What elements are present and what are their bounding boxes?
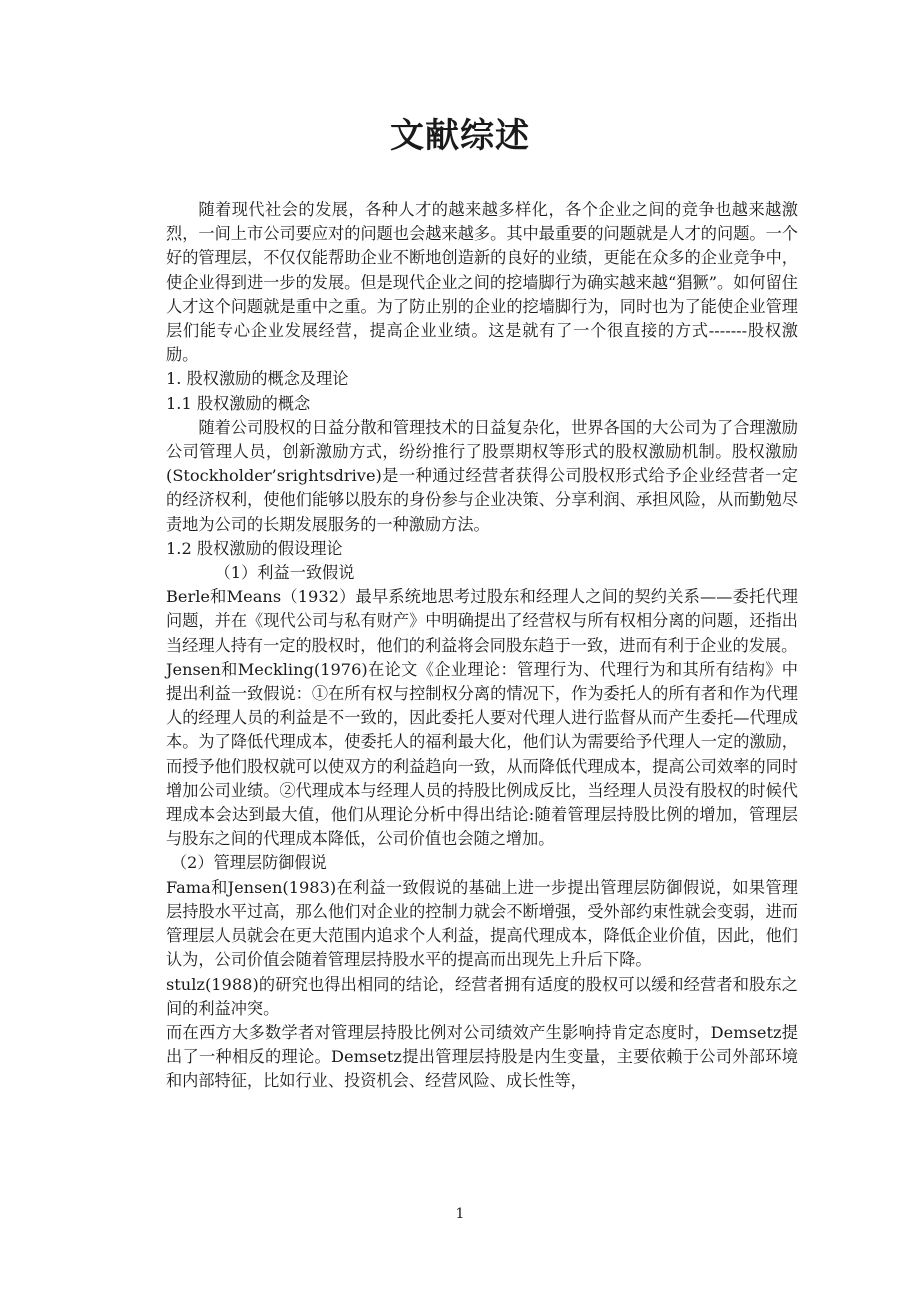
demsetz-paragraph: 而在西方大多数学者对管理层持股比例对公司绩效产生影响持肯定态度时，Demsetz提出了一种相反的理论。Demsetz提出管理层持股是内生变量，主要依赖于公司外部环境和内部特征，比如行业、投资机会、经营风险、成长性等，: [166, 1022, 798, 1091]
hypothesis-heading-2: （2）管理层防御假说: [170, 853, 327, 873]
page-number: 1: [455, 1206, 465, 1222]
stulz-paragraph: stulz(1988)的研究也得出相同的结论，经营者拥有适度的股权可以缓和经营者和股东之间的利益冲突。: [166, 974, 798, 1018]
intro-paragraph: 随着现代社会的发展，各种人才的越来越多样化，各个企业之间的竞争也越来越激烈，一间上市公司要应对的问题也会越来越多。其中最重要的问题就是人才的问题。一个好的管理层，不仅仅能帮助企业不断地创造新的良好的业绩，更能在众多的企业竞争中，使企业得到进一步的发展。但是现代企业之间的挖墙脚行为确实越来越“猖獗”。如何留住人才这个问题就是重中之重。为了防止别的企业的挖墙脚行为，同时也为了能使企业管理层们能专心企业发展经营，提高企业业绩。这是就有了一个很直接的方式-------股权激励。: [166, 200, 798, 365]
jensen-meckling-paragraph: Jensen和Meckling(1976)在论文《企业理论：管理行为、代理行为和其所有结构》中提出利益一致假说：①在所有权与控制权分离的情况下，作为委托人的所有者和作为代理人的经理人员的利益是不一致的，因此委托人要对代理人进行监督从而产生委托—代理成本。为了降低代理成本，使委托人的福利最大化，他们认为需要给予代理人一定的激励，而授予他们股权就可以使双方的利益趋向一致，从而降低代理成本，提高公司效率的同时增加公司业绩。②代理成本与经理人员的持股比例成反比，当经理人员没有股权的时候代理成本会达到最大值，他们从理论分析中得出结论:随着管理层持股比例的增加，管理层与股东之间的代理成本降低，公司价值也会随之增加。: [166, 659, 798, 849]
concept-paragraph: 随着公司股权的日益分散和管理技术的日益复杂化，世界各国的大公司为了合理激励公司管理人员，创新激励方式，纷纷推行了股票期权等形式的股权激励机制。股权激励(Stockholder’srightsdrive)是一种通过经营者获得公司股权形式给予企业经营者一定的经济权利，使他们能够以股东的身份参与企业决策、分享利润、承担风险，从而勤勉尽责地为公司的长期发展服务的一种激励方法。: [166, 417, 798, 534]
subsection-heading-1-1: 1.1 股权激励的概念: [166, 393, 311, 413]
document-body: [166, 198, 798, 1094]
fama-jensen-paragraph: Fama和Jensen(1983)在利益一致假说的基础上进一步提出管理层防御假说，如果管理层持股水平过高，那么他们对企业的控制力就会不断增强，受外部约束性就会变弱，进而管理层人员就会在更大范围内追求个人利益，提高代理成本，降低企业价值，因此，他们认为，公司价值会随着管理层持股水平的提高而出现先上升后下降。: [166, 877, 798, 970]
section-heading-1: 1. 股权激励的概念及理论: [166, 369, 349, 389]
document-title: 文献综述: [390, 116, 530, 156]
berle-means-paragraph: Berle和Means（1932）最早系统地思考过股东和经理人之间的契约关系——委托代理问题，并在《现代公司与私有财产》中明确提出了经营权与所有权相分离的问题，还指出当经理人持有一定的股权时，他们的利益将会同股东趋于一致，进而有利于企业的发展。: [166, 587, 798, 655]
hypothesis-heading-1: （1）利益一致假说: [214, 563, 355, 583]
subsection-heading-1-2: 1.2 股权激励的假设理论: [166, 538, 343, 558]
